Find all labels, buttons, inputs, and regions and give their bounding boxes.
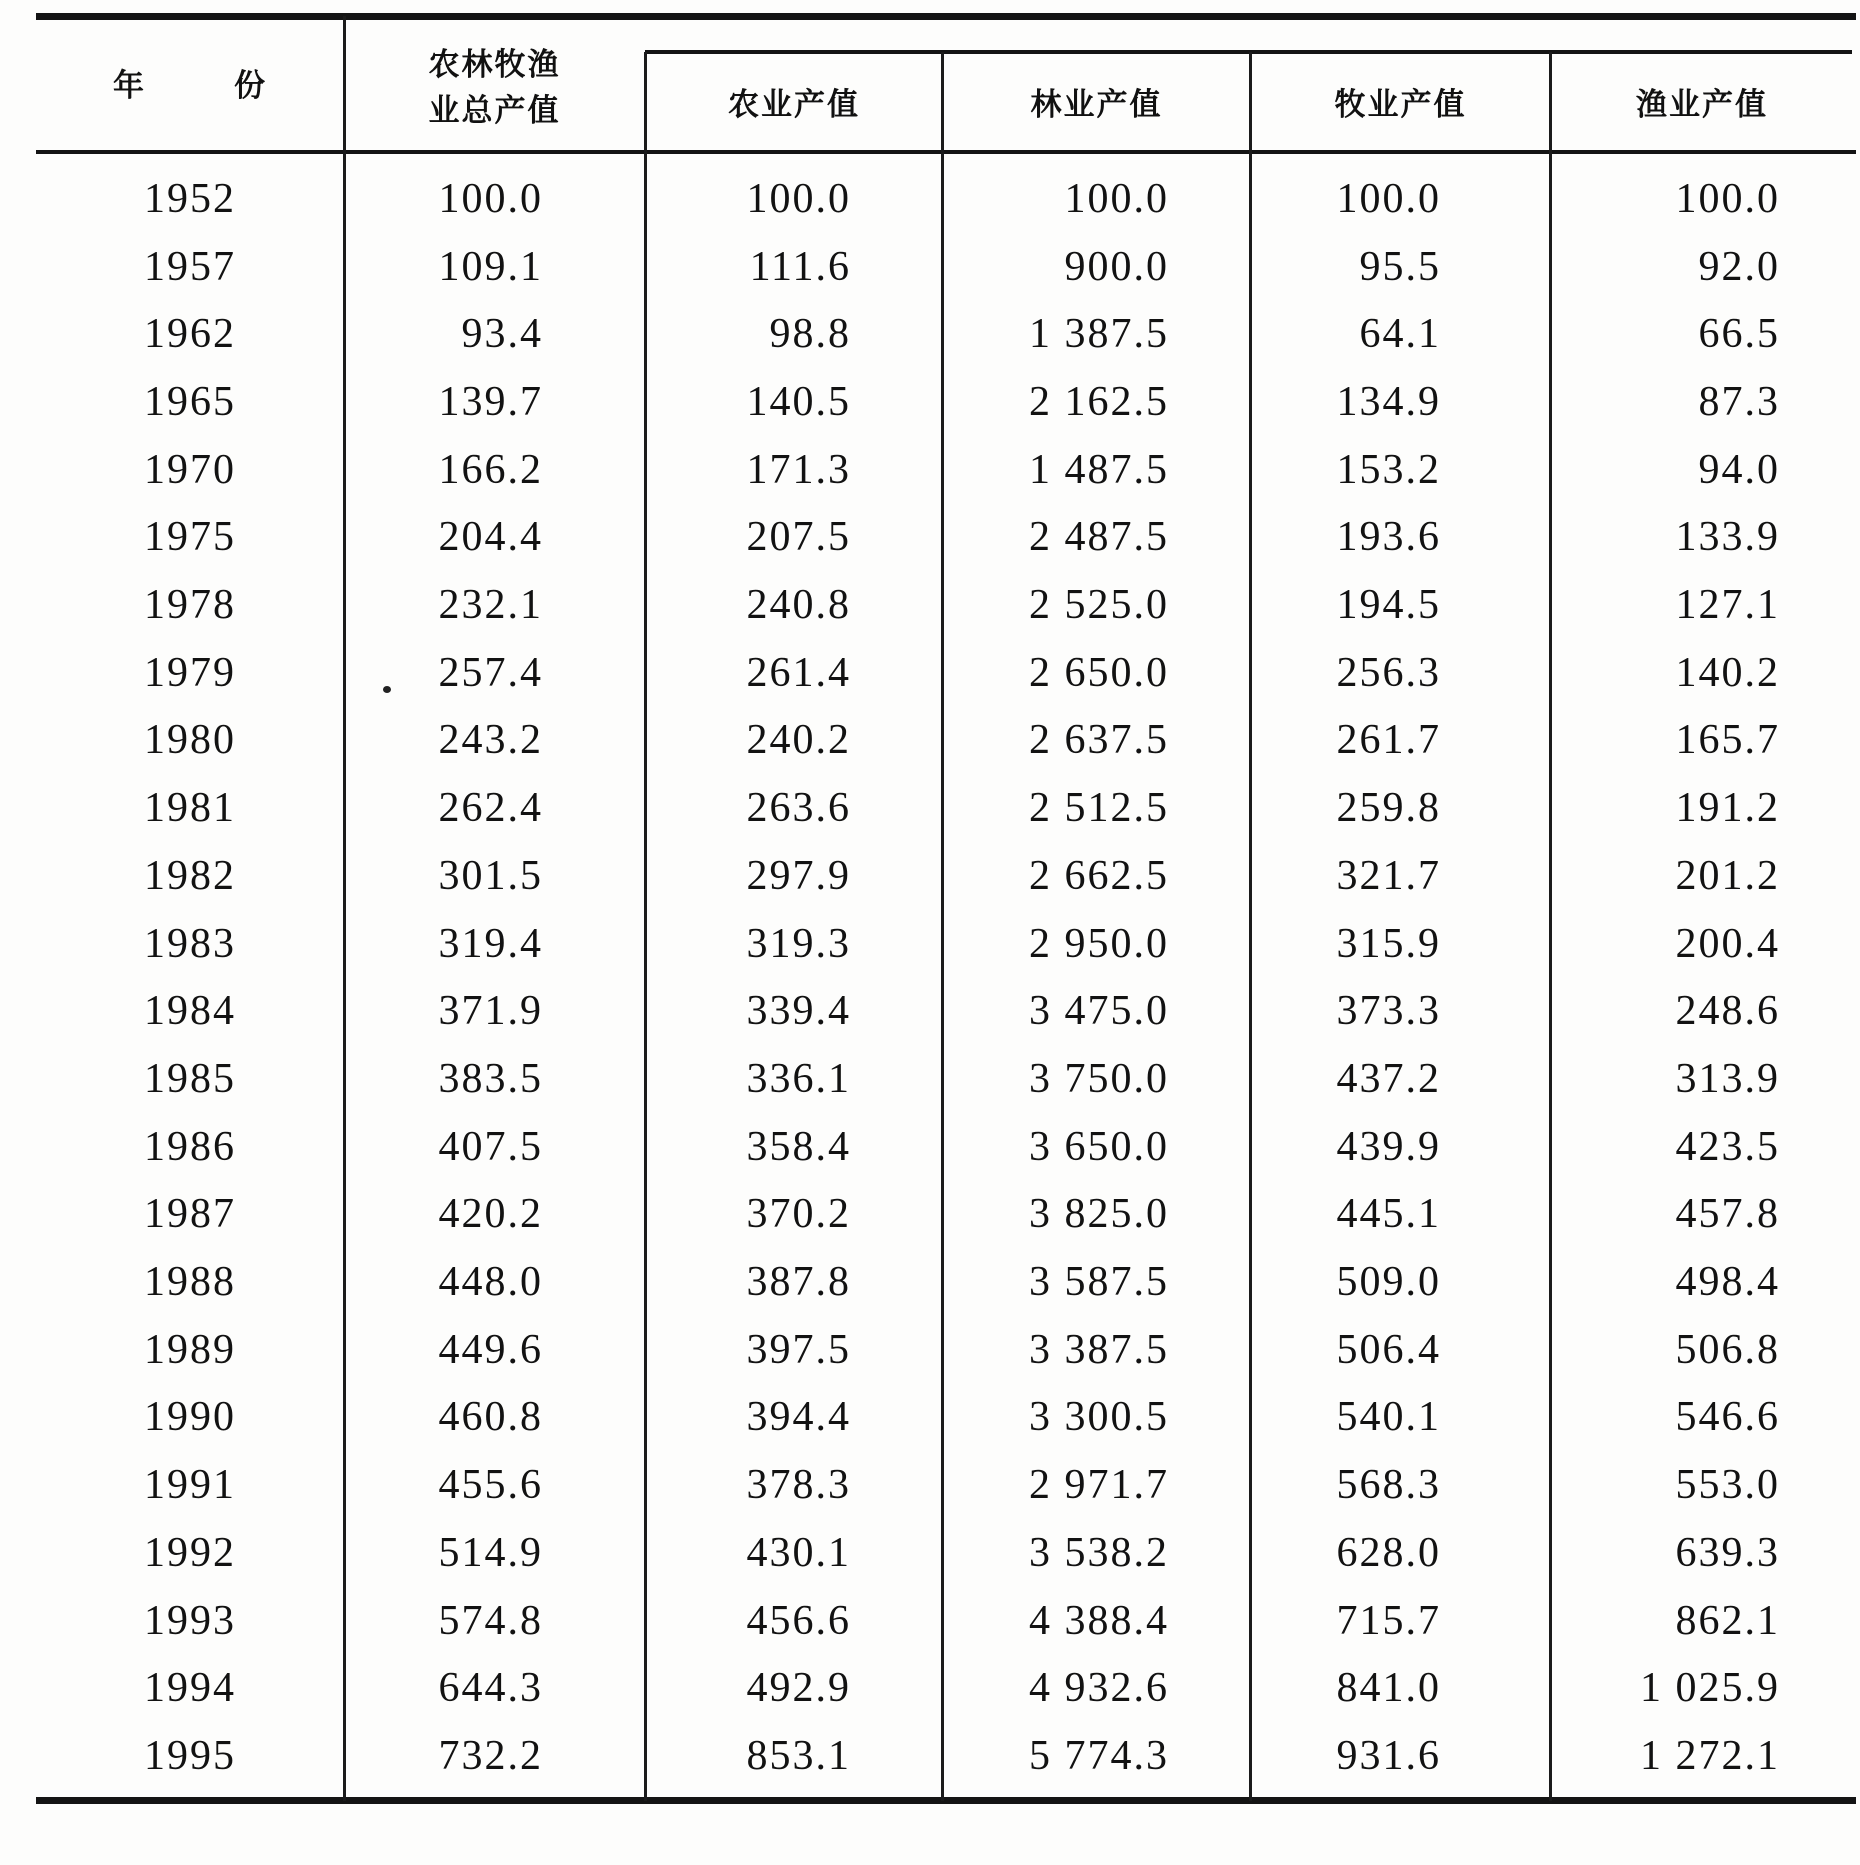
year-cell: 1982 xyxy=(144,852,236,899)
husbandry-cell: 256.3 xyxy=(1336,649,1441,696)
agriculture-cell: 456.6 xyxy=(746,1597,851,1644)
agriculture-cell: 358.4 xyxy=(746,1123,851,1170)
fishery-cell: 87.3 xyxy=(1698,378,1780,425)
total-cell: 574.8 xyxy=(438,1597,543,1644)
forestry-cell: 2 950.0 xyxy=(1029,920,1169,967)
forestry-cell: 3 650.0 xyxy=(1029,1123,1169,1170)
table-row xyxy=(0,1045,1860,1113)
table-row xyxy=(0,368,1860,436)
fishery-cell: 92.0 xyxy=(1698,243,1780,290)
year-cell: 1985 xyxy=(144,1055,236,1102)
husbandry-cell: 193.6 xyxy=(1336,514,1441,561)
table-row xyxy=(0,1722,1860,1790)
forestry-cell: 4 388.4 xyxy=(1029,1597,1169,1644)
forestry-cell: 3 300.5 xyxy=(1029,1394,1169,1441)
agriculture-cell: 319.3 xyxy=(746,920,851,967)
total-cell: 109.1 xyxy=(438,243,543,290)
total-cell: 407.5 xyxy=(438,1123,543,1170)
total-cell: 166.2 xyxy=(438,446,543,493)
column-header-agriculture: 农业产值 xyxy=(728,86,860,122)
year-cell: 1989 xyxy=(144,1326,236,1373)
husbandry-cell: 134.9 xyxy=(1336,378,1441,425)
forestry-cell: 4 932.6 xyxy=(1029,1665,1169,1712)
total-cell: 644.3 xyxy=(438,1665,543,1712)
husbandry-cell: 540.1 xyxy=(1336,1394,1441,1441)
forestry-cell: 1 387.5 xyxy=(1029,311,1169,358)
total-header-line1: 农林牧渔 xyxy=(428,46,561,82)
year-cell: 1987 xyxy=(144,1191,236,1238)
fishery-cell: 506.8 xyxy=(1675,1326,1780,1373)
fishery-cell: 1 272.1 xyxy=(1640,1732,1780,1779)
fishery-cell: 1 025.9 xyxy=(1640,1665,1780,1712)
header-bottom-rule xyxy=(36,150,1856,154)
agriculture-cell: 240.2 xyxy=(746,717,851,764)
year-cell: 1991 xyxy=(144,1462,236,1509)
husbandry-cell: 95.5 xyxy=(1359,243,1441,290)
husbandry-cell: 315.9 xyxy=(1336,920,1441,967)
table-row xyxy=(0,1384,1860,1452)
total-cell: 204.4 xyxy=(438,514,543,561)
agriculture-cell: 336.1 xyxy=(746,1055,851,1102)
year-cell: 1952 xyxy=(144,175,236,222)
table-row xyxy=(0,504,1860,572)
year-cell: 1983 xyxy=(144,920,236,967)
table-row xyxy=(0,842,1860,910)
table-row xyxy=(0,571,1860,639)
forestry-cell: 1 487.5 xyxy=(1029,446,1169,493)
agriculture-cell: 853.1 xyxy=(746,1732,851,1779)
forestry-cell: 100.0 xyxy=(1064,175,1169,222)
table-row xyxy=(0,774,1860,842)
husbandry-cell: 373.3 xyxy=(1336,988,1441,1035)
forestry-cell: 2 971.7 xyxy=(1029,1462,1169,1509)
husbandry-cell: 445.1 xyxy=(1336,1191,1441,1238)
forestry-cell: 3 538.2 xyxy=(1029,1529,1169,1576)
table-row xyxy=(0,1316,1860,1384)
agriculture-cell: 100.0 xyxy=(746,175,851,222)
total-cell: 420.2 xyxy=(438,1191,543,1238)
forestry-cell: 2 512.5 xyxy=(1029,785,1169,832)
husbandry-cell: 628.0 xyxy=(1336,1529,1441,1576)
year-cell: 1986 xyxy=(144,1123,236,1170)
fishery-cell: 423.5 xyxy=(1675,1123,1780,1170)
total-cell: 371.9 xyxy=(438,988,543,1035)
fishery-cell: 133.9 xyxy=(1675,514,1780,561)
table-row xyxy=(0,707,1860,775)
year-cell: 1988 xyxy=(144,1259,236,1306)
table-row xyxy=(0,639,1860,707)
year-cell: 1980 xyxy=(144,717,236,764)
forestry-cell: 3 825.0 xyxy=(1029,1191,1169,1238)
table-row xyxy=(0,1248,1860,1316)
table-row xyxy=(0,1654,1860,1722)
agriculture-cell: 492.9 xyxy=(746,1665,851,1712)
fishery-cell: 553.0 xyxy=(1675,1462,1780,1509)
husbandry-cell: 506.4 xyxy=(1336,1326,1441,1373)
scan-ink-dot-artifact xyxy=(383,686,391,693)
column-header-year xyxy=(36,15,344,150)
table-row xyxy=(0,1587,1860,1655)
agriculture-cell: 98.8 xyxy=(769,311,851,358)
table-row xyxy=(0,1113,1860,1181)
table-row xyxy=(0,165,1860,233)
husbandry-cell: 261.7 xyxy=(1336,717,1441,764)
fishery-cell: 457.8 xyxy=(1675,1191,1780,1238)
year-cell: 1995 xyxy=(144,1732,236,1779)
table-row xyxy=(0,1451,1860,1519)
table-row xyxy=(0,233,1860,301)
husbandry-cell: 841.0 xyxy=(1336,1665,1441,1712)
year-cell: 1979 xyxy=(144,649,236,696)
fishery-cell: 165.7 xyxy=(1675,717,1780,764)
total-cell: 93.4 xyxy=(461,311,543,358)
fishery-cell: 639.3 xyxy=(1675,1529,1780,1576)
forestry-cell: 3 750.0 xyxy=(1029,1055,1169,1102)
table-row xyxy=(0,1181,1860,1249)
fishery-cell: 862.1 xyxy=(1675,1597,1780,1644)
total-cell: 301.5 xyxy=(438,852,543,899)
total-cell: 460.8 xyxy=(438,1394,543,1441)
fishery-cell: 313.9 xyxy=(1675,1055,1780,1102)
fishery-cell: 140.2 xyxy=(1675,649,1780,696)
husbandry-cell: 439.9 xyxy=(1336,1123,1441,1170)
year-cell: 1957 xyxy=(144,243,236,290)
year-cell: 1970 xyxy=(144,446,236,493)
fishery-cell: 201.2 xyxy=(1675,852,1780,899)
agriculture-cell: 140.5 xyxy=(746,378,851,425)
agriculture-cell: 397.5 xyxy=(746,1326,851,1373)
agriculture-cell: 297.9 xyxy=(746,852,851,899)
table-row xyxy=(0,300,1860,368)
fishery-cell: 94.0 xyxy=(1698,446,1780,493)
forestry-cell: 3 587.5 xyxy=(1029,1259,1169,1306)
agriculture-cell: 394.4 xyxy=(746,1394,851,1441)
fishery-cell: 127.1 xyxy=(1675,582,1780,629)
fishery-cell: 100.0 xyxy=(1675,175,1780,222)
total-cell: 243.2 xyxy=(438,717,543,764)
husbandry-cell: 259.8 xyxy=(1336,785,1441,832)
forestry-cell: 2 637.5 xyxy=(1029,717,1169,764)
forestry-cell: 2 662.5 xyxy=(1029,852,1169,899)
forestry-cell: 900.0 xyxy=(1064,243,1169,290)
year-header-char-2: 份 xyxy=(234,68,267,103)
fishery-cell: 191.2 xyxy=(1675,785,1780,832)
year-cell: 1984 xyxy=(144,988,236,1035)
husbandry-cell: 153.2 xyxy=(1336,446,1441,493)
agriculture-cell: 387.8 xyxy=(746,1259,851,1306)
forestry-cell: 2 162.5 xyxy=(1029,378,1169,425)
year-cell: 1975 xyxy=(144,514,236,561)
fishery-cell: 200.4 xyxy=(1675,920,1780,967)
husbandry-cell: 568.3 xyxy=(1336,1462,1441,1509)
agriculture-cell: 430.1 xyxy=(746,1529,851,1576)
total-cell: 514.9 xyxy=(438,1529,543,1576)
total-cell: 262.4 xyxy=(438,785,543,832)
forestry-cell: 2 525.0 xyxy=(1029,582,1169,629)
table-row xyxy=(0,1519,1860,1587)
total-cell: 455.6 xyxy=(438,1462,543,1509)
total-cell: 257.4 xyxy=(438,649,543,696)
year-cell: 1965 xyxy=(144,378,236,425)
forestry-cell: 3 475.0 xyxy=(1029,988,1169,1035)
year-cell: 1978 xyxy=(144,582,236,629)
total-cell: 383.5 xyxy=(438,1055,543,1102)
husbandry-cell: 509.0 xyxy=(1336,1259,1441,1306)
husbandry-cell: 931.6 xyxy=(1336,1732,1441,1779)
year-cell: 1981 xyxy=(144,785,236,832)
total-header-line2: 业总产值 xyxy=(428,92,561,128)
husbandry-cell: 321.7 xyxy=(1336,852,1441,899)
fishery-cell: 248.6 xyxy=(1675,988,1780,1035)
agriculture-cell: 207.5 xyxy=(746,514,851,561)
year-cell: 1990 xyxy=(144,1394,236,1441)
total-cell: 232.1 xyxy=(438,582,543,629)
forestry-cell: 5 774.3 xyxy=(1029,1732,1169,1779)
husbandry-cell: 100.0 xyxy=(1336,175,1441,222)
table-bottom-rule xyxy=(36,1797,1856,1804)
table-row xyxy=(0,910,1860,978)
agriculture-cell: 263.6 xyxy=(746,785,851,832)
year-cell: 1993 xyxy=(144,1597,236,1644)
forestry-cell: 3 387.5 xyxy=(1029,1326,1169,1373)
total-cell: 448.0 xyxy=(438,1259,543,1306)
agriculture-cell: 171.3 xyxy=(746,446,851,493)
agriculture-cell: 370.2 xyxy=(746,1191,851,1238)
agriculture-cell: 378.3 xyxy=(746,1462,851,1509)
agriculture-cell: 339.4 xyxy=(746,988,851,1035)
total-cell: 449.6 xyxy=(438,1326,543,1373)
year-cell: 1994 xyxy=(144,1665,236,1712)
agriculture-cell: 111.6 xyxy=(749,243,851,290)
agriculture-cell: 261.4 xyxy=(746,649,851,696)
year-cell: 1992 xyxy=(144,1529,236,1576)
year-header-char-1: 年 xyxy=(113,68,146,103)
column-header-husbandry: 牧业产值 xyxy=(1334,86,1467,122)
column-header-total-output xyxy=(346,15,643,150)
total-cell: 732.2 xyxy=(438,1732,543,1779)
table-row xyxy=(0,436,1860,504)
forestry-cell: 2 650.0 xyxy=(1029,649,1169,696)
fishery-cell: 498.4 xyxy=(1675,1259,1780,1306)
total-cell: 139.7 xyxy=(438,378,543,425)
total-cell: 319.4 xyxy=(438,920,543,967)
husbandry-cell: 437.2 xyxy=(1336,1055,1441,1102)
year-cell: 1962 xyxy=(144,311,236,358)
column-header-forestry: 林业产值 xyxy=(1030,86,1163,122)
forestry-cell: 2 487.5 xyxy=(1029,514,1169,561)
fishery-cell: 66.5 xyxy=(1698,311,1780,358)
husbandry-cell: 715.7 xyxy=(1336,1597,1441,1644)
table-row xyxy=(0,977,1860,1045)
total-cell: 100.0 xyxy=(438,175,543,222)
husbandry-cell: 194.5 xyxy=(1336,582,1441,629)
agriculture-cell: 240.8 xyxy=(746,582,851,629)
column-header-fishery: 渔业产值 xyxy=(1636,86,1768,122)
husbandry-cell: 64.1 xyxy=(1359,311,1441,358)
fishery-cell: 546.6 xyxy=(1675,1394,1780,1441)
